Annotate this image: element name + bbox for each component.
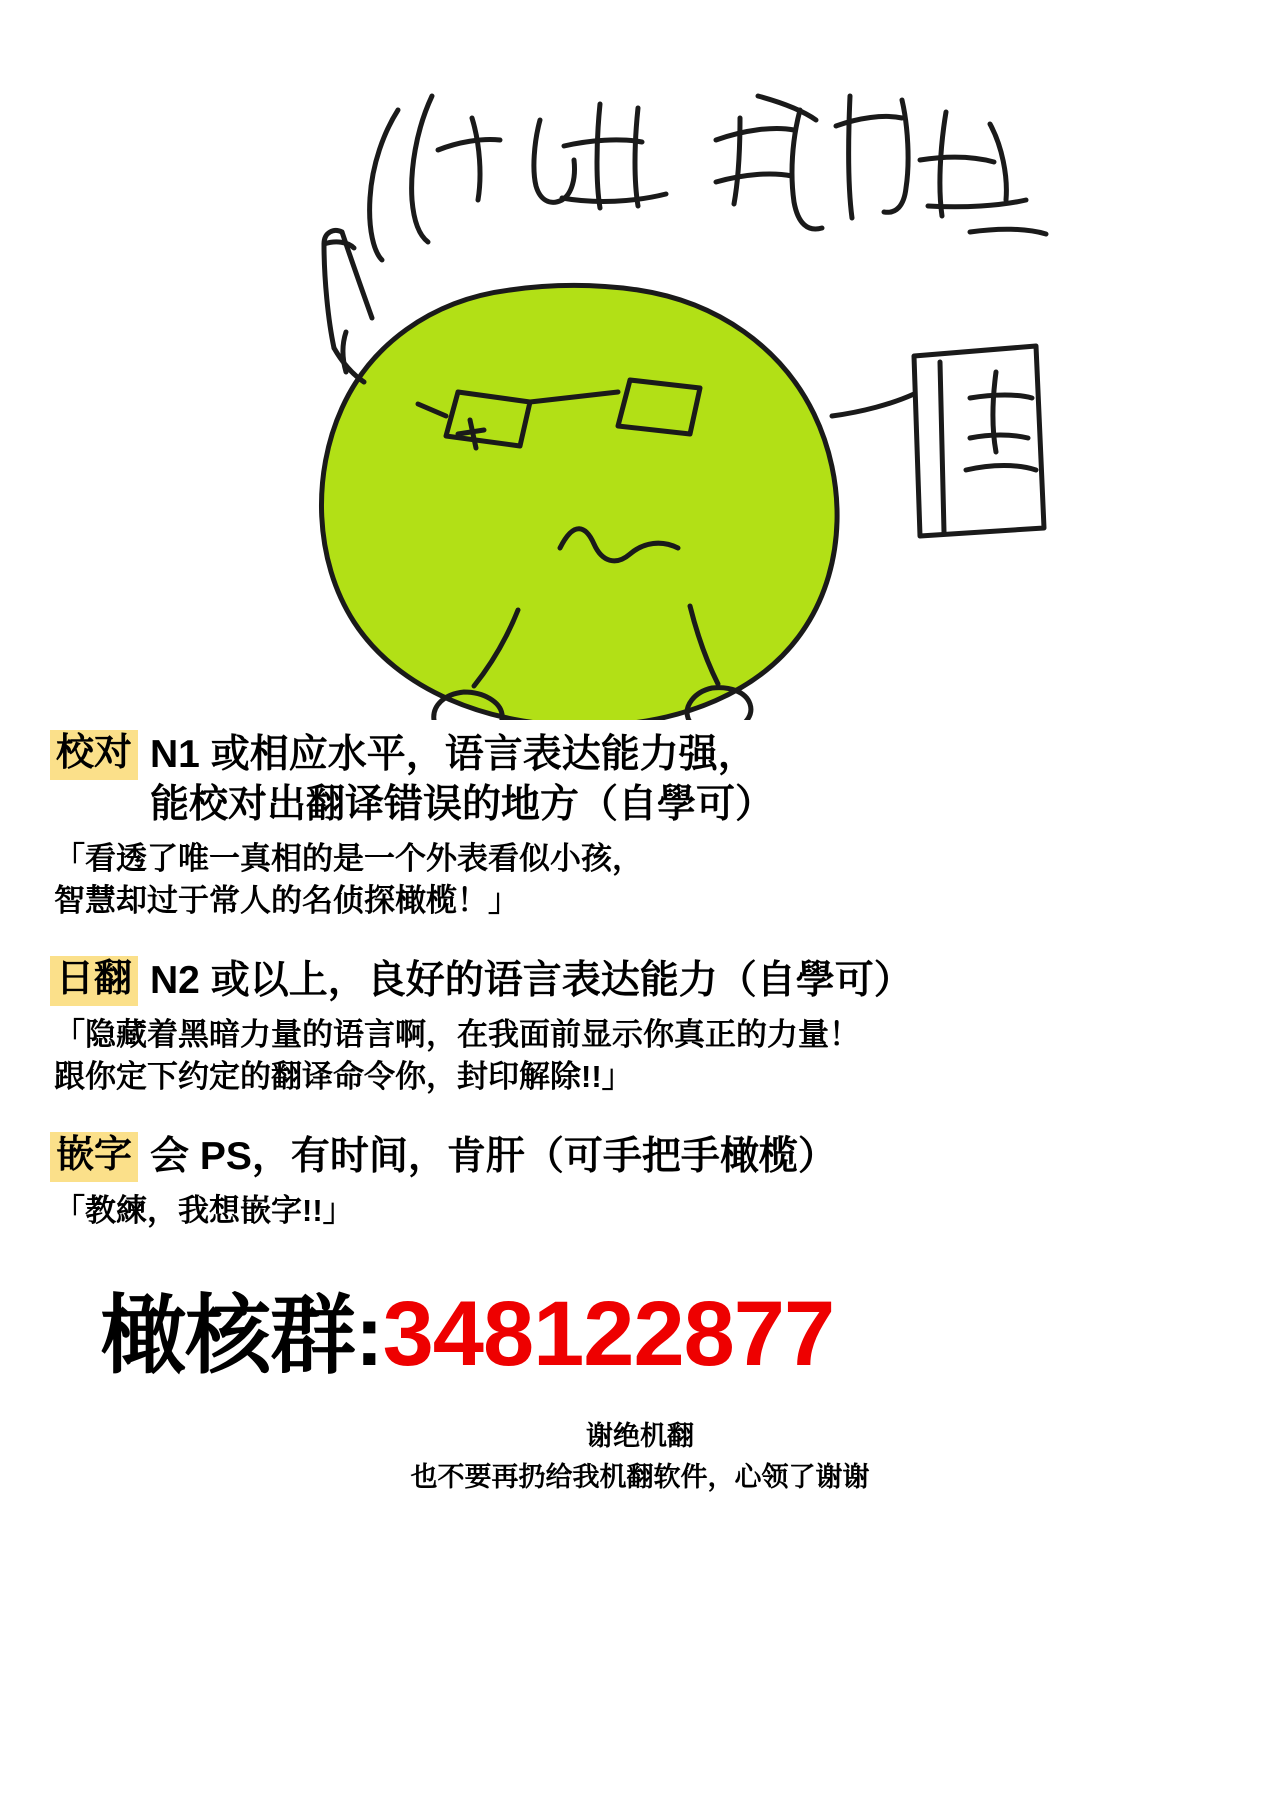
role-tag-translate: 日翻 (50, 956, 138, 1006)
group-contact (100, 1266, 1240, 1390)
quote-line: 「看透了唯一真相的是一个外表看似小孩， (54, 840, 643, 876)
role-tag-proofread: 校对 (50, 730, 138, 780)
quote-line: 智慧却过于常人的名侦探橄榄！」 (54, 882, 519, 918)
sign-board (914, 346, 1044, 536)
role-header (50, 956, 1240, 1006)
quote-line: 跟你定下约定的翻译命令你，封印解除!!」 (54, 1059, 633, 1095)
role-block-typeset (50, 1132, 1240, 1232)
handwritten-heading-strokes (370, 96, 1046, 260)
role-requirement-typeset: 会 PS，有时间，肯肝（可手把手橄榄） (150, 1135, 837, 1179)
role-requirement-translate: N2 或以上，良好的语言表达能力（自學可） (150, 959, 913, 1003)
role-header (50, 1132, 1240, 1182)
role-requirement-proofread (150, 730, 1240, 830)
handdrawn-olive-character (40, 0, 1240, 720)
role-tag-typeset: 嵌字 (50, 1132, 138, 1182)
footnote-no-software: 也不要再扔给我机翻软件，心领了谢谢 (410, 1461, 870, 1492)
role-header (50, 730, 1240, 830)
role-quote-proofread (54, 838, 1240, 922)
illustration (40, 0, 1240, 720)
role-requirement-line1: N1 或相应水平，语言表达能力强， (150, 733, 757, 776)
group-label: 橄核群: (100, 1288, 383, 1385)
footnote-no-machine-translation: 谢绝机翻 (586, 1421, 694, 1452)
group-number[interactable]: 348122877 (382, 1283, 835, 1386)
footnotes (40, 1416, 1240, 1497)
quote-line: 「隐藏着黑暗力量的语言啊，在我面前显示你真正的力量！ (54, 1017, 860, 1053)
olive-body (321, 286, 837, 721)
role-block-proofread (50, 730, 1240, 922)
role-quote-translate (54, 1014, 1240, 1098)
role-requirement-line2: 能校对出翻译错误的地方（自學可） (150, 782, 775, 826)
role-quote-typeset (54, 1190, 1240, 1232)
quote-line: 「教練，我想嵌字!!」 (54, 1193, 354, 1229)
recruitment-list (50, 730, 1240, 1232)
role-block-translate (50, 956, 1240, 1098)
